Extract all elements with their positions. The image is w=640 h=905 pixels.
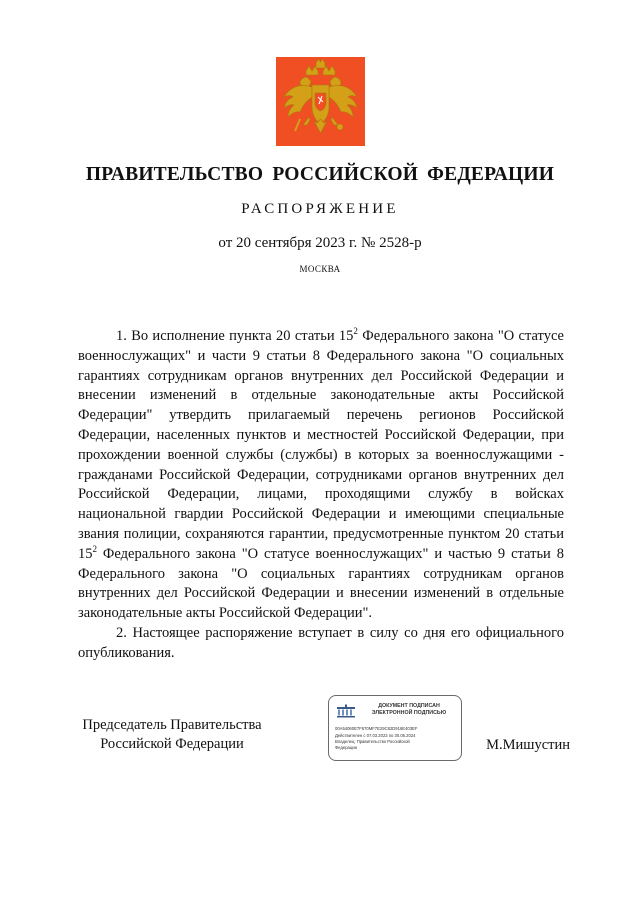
paragraph-1-part-c: Федерального закона "О статусе военнослужащих" и частью 9 статьи 8 Федерального закона "О социальных гарантиях сотрудникам органов внутренних дел Российской Федерации и внесении изменений в отдельные законодательные акты Российской Федерации". xyxy=(78,545,564,622)
signatory-name: М.Мишустин xyxy=(486,737,570,753)
document-body xyxy=(78,327,564,664)
superscript-2: 2 xyxy=(92,543,97,554)
signatory-position-line-2: Российской Федерации xyxy=(100,736,244,752)
stamp-title-line-1: ДОКУМЕНТ ПОДПИСАН xyxy=(378,703,440,709)
stamp-title xyxy=(359,703,459,717)
stamp-owner-line-2: Федерации xyxy=(335,745,357,750)
paragraph-2: 2. Настоящее распоряжение вступает в силу со дня его официального опубликования. xyxy=(78,624,564,661)
paragraph-1 xyxy=(78,327,564,624)
signatory-position xyxy=(72,716,272,754)
paragraph-1-part-a: 1. Во исполнение пункта 20 статьи 15 xyxy=(116,328,354,344)
stamp-owner-line-1: Владелец: Правительство Российской xyxy=(335,739,410,744)
double-headed-eagle-icon xyxy=(276,57,365,146)
document-type: РАСПОРЯЖЕНИЕ xyxy=(241,201,399,217)
paragraph-1-part-b: Федерального закона "О статусе военнослужащих" и части 9 статьи 8 Федерального закона "О социальных гарантиях сотрудникам органов внутренних дел Российской Федерации и внесении изменений в отдельные законодательные акты Российской Федерации" утвердить прилагаемый перечень регионов Российской Федерации, населенных пунктов и местностей Российской Федерации, при прохождении военной службы (службы) в которых за военнослужащими - гражданами Российской Федерации, сотрудниками органов внутренних дел Российской Федерации, лицами, проходящими службу в войсках национальной гвардии Российской Федерации и имеющими специальные звания полиции, сохраняются гарантии, предусмотренные пунктом 20 статьи 15 xyxy=(78,328,564,562)
stamp-title-line-2: ЭЛЕКТРОННОЙ ПОДПИСЬЮ xyxy=(371,710,447,716)
superscript-1: 2 xyxy=(353,326,358,337)
coat-of-arms-emblem xyxy=(276,57,365,146)
signatory-position-line-1: Председатель Правительства xyxy=(82,717,262,733)
government-title: ПРАВИТЕЛЬСТВО РОССИЙСКОЙ ФЕДЕРАЦИИ xyxy=(85,164,555,185)
stamp-certificate-serial: 00A54060E7F670MF7E29C82D916E403EF xyxy=(335,726,418,731)
government-building-icon xyxy=(336,704,356,718)
stamp-validity: Действителен с 07.03.2023 по 30.05.2024 xyxy=(335,733,416,738)
document-date-number: от 20 сентября 2023 г. № 2528-р xyxy=(218,235,422,251)
electronic-signature-stamp xyxy=(328,695,462,761)
document-city: МОСКВА xyxy=(299,264,341,274)
